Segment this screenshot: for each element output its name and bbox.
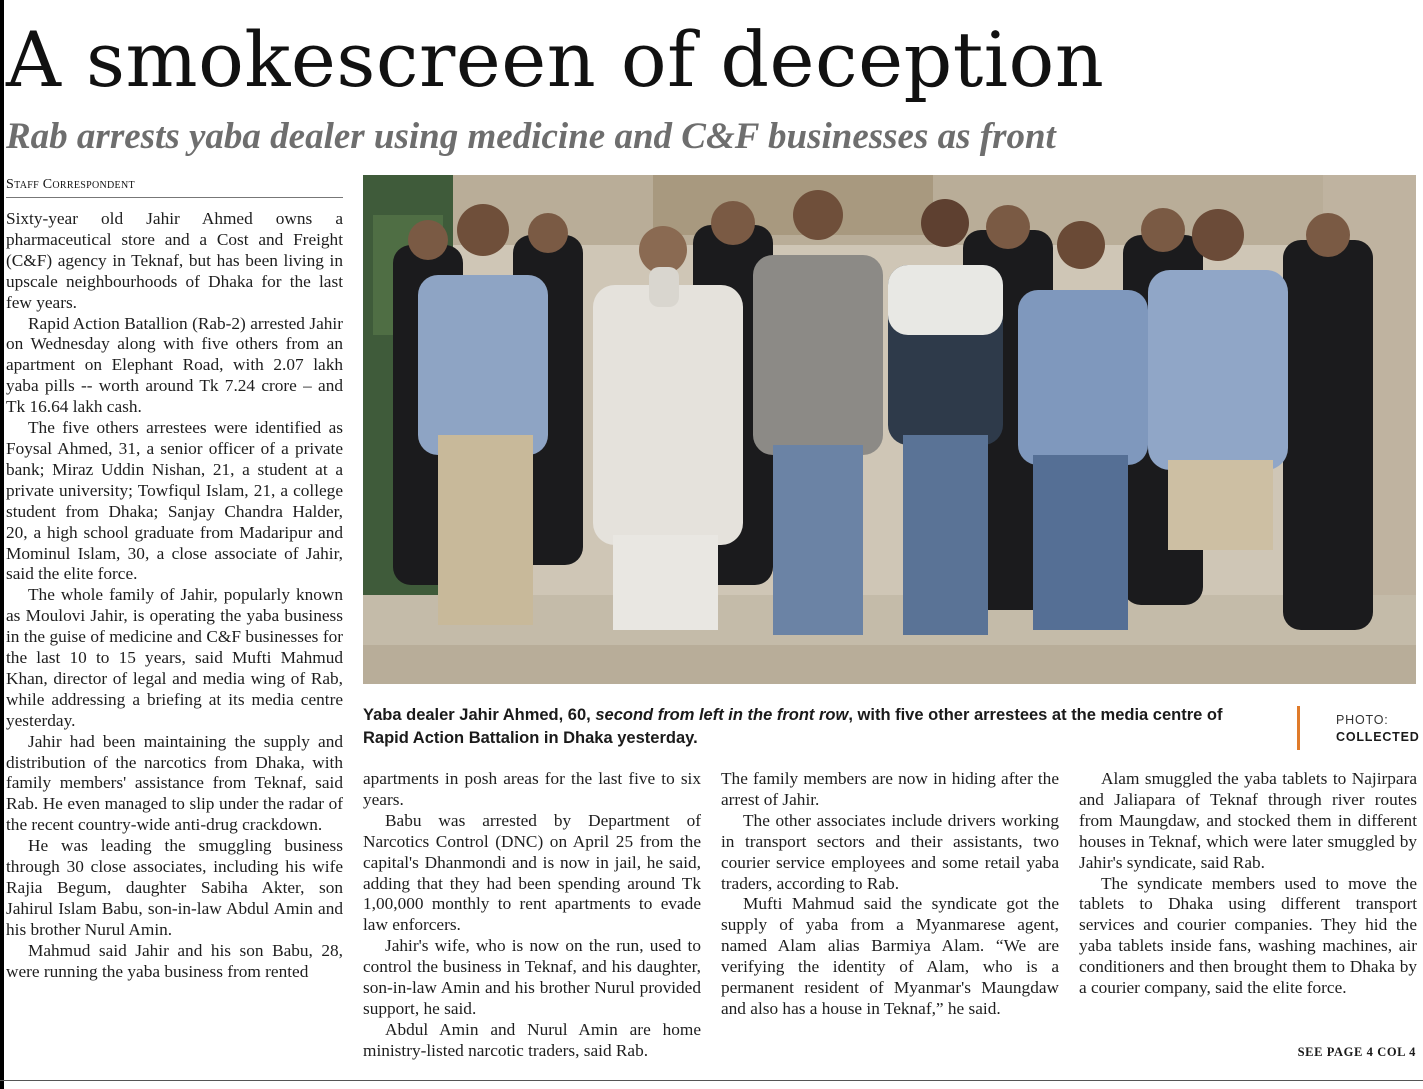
paragraph: The five others arrestees were identified as Foysal Ahmed, 31, a senior officer of a private bank; Miraz Uddin Nishan, 21, a student at a private university; Towfiqul Islam, 21, a college student from Dhaka; Sanjay Chandra Halder, 20, a high school graduate from Madaripur and Mominul Islam, 30, a close associate of Jahir, said the elite force. (6, 418, 343, 584)
paragraph: Jahir's wife, who is now on the run, used to control the business in Teknaf, and his daughter, son-in-law Amin and his brother Nurul provided support, he said. (363, 936, 701, 1018)
article-column-2 (363, 769, 701, 1062)
paragraph: Sixty-year old Jahir Ahmed owns a pharmaceutical store and a Cost and Freight (C&F) agency in Teknaf, but has been living in upscale neighbourhoods of Dhaka for the last few years. (6, 209, 343, 312)
photo-caption (363, 704, 1268, 750)
continued-on-link[interactable]: SEE PAGE 4 COL 4 (1297, 1045, 1416, 1059)
subheadline: Rab arrests yaba dealer using medicine and C&F businesses as front (6, 116, 1056, 157)
paragraph: Abdul Amin and Nurul Amin are home ministry-listed narcotic traders, said Rab. (363, 1019, 701, 1060)
paragraph: The syndicate members used to move the tablets to Dhaka using different transport services and courier companies. They hid the yaba tablets inside fans, washing machines, air conditioners and then brought them to Dhaka by a courier company, said the elite force. (1079, 873, 1417, 998)
paragraph: He was leading the smuggling business through 30 close associates, including his wife Rajia Begum, daughter Sabiha Akter, son Jahirul Islam Babu, son-in-law Abdul Amin and his brother Nurul Amin. (6, 836, 343, 939)
article-column-1 (6, 209, 343, 983)
paragraph: Mahmud said Jahir and his son Babu, 28, were running the yaba business from rented (6, 940, 343, 981)
photo-credit (1336, 712, 1418, 746)
paragraph: Rapid Action Batallion (Rab-2) arrested Jahir on Wednesday along with five others from an apartment on Elephant Road, with 2.07 lakh yaba pills -- worth around Tk 7.24 crore – and Tk 16.64 lakh cash. (6, 313, 343, 417)
paragraph: The other associates include drivers working in transport sectors and their assistants, two courier service employees and some retail yaba traders, according to Rab. (721, 810, 1059, 893)
caption-emphasis: second from left in the front row (595, 706, 849, 724)
article-column-3 (721, 769, 1059, 1020)
byline: Staff Correspondent (6, 176, 343, 198)
credit-label: PHOTO: (1336, 713, 1389, 727)
left-margin-rule (0, 0, 4, 1089)
paragraph: Mufti Mahmud said the syndicate got the supply of yaba from a Myanmarese agent, named Alam alias Barmiya Alam. “We are verifying the identity of Alam, who is a permanent resident of Myanmar's Maungdaw and also has a house in Teknaf,” he said. (721, 894, 1059, 1018)
credit-accent-bar (1297, 706, 1300, 750)
paragraph: The whole family of Jahir, popularly known as Moulovi Jahir, is operating the yaba business in the guise of medicine and C&F businesses for the last 10 to 15 years, said Mufti Mahmud Khan, director of legal and media wing of Rab, while addressing a briefing at its media centre yesterday. (6, 585, 343, 730)
article-column-4 (1079, 769, 1417, 999)
caption-text-start: Yaba dealer Jahir Ahmed, 60, (363, 706, 596, 724)
credit-source: COLLECTED (1336, 730, 1420, 744)
paragraph: Alam smuggled the yaba tablets to Najirpara and Jaliapara of Teknaf through river routes from Maungdaw, and stocked them in different houses in Teknaf, which were later smuggled by Jahir's syndicate, said Rab. (1079, 769, 1417, 872)
headline: A smokescreen of deception (6, 15, 1105, 104)
bottom-divider (0, 1080, 1423, 1081)
paragraph: Jahir had been maintaining the supply and distribution of the narcotics from Dhaka, with family members' assistance from Teknaf, said Rab. He even managed to slip under the radar of the recent country-wide anti-drug crackdown. (6, 731, 343, 835)
caption-text-end: , with five other arrestees at the media centre of Rapid Action Battalion in Dhaka yesterday. (363, 706, 1223, 747)
paragraph: The family members are now in hiding after the arrest of Jahir. (721, 769, 1059, 809)
news-photo (363, 175, 1416, 684)
paragraph: apartments in posh areas for the last five to six years. (363, 769, 701, 809)
paragraph: Babu was arrested by Department of Narcotics Control (DNC) on April 25 from the capital's Dhanmondi and is now in jail, he said, adding that they had been spending around Tk 1,00,000 monthly to rent apartments to evade law enforcers. (363, 810, 701, 935)
